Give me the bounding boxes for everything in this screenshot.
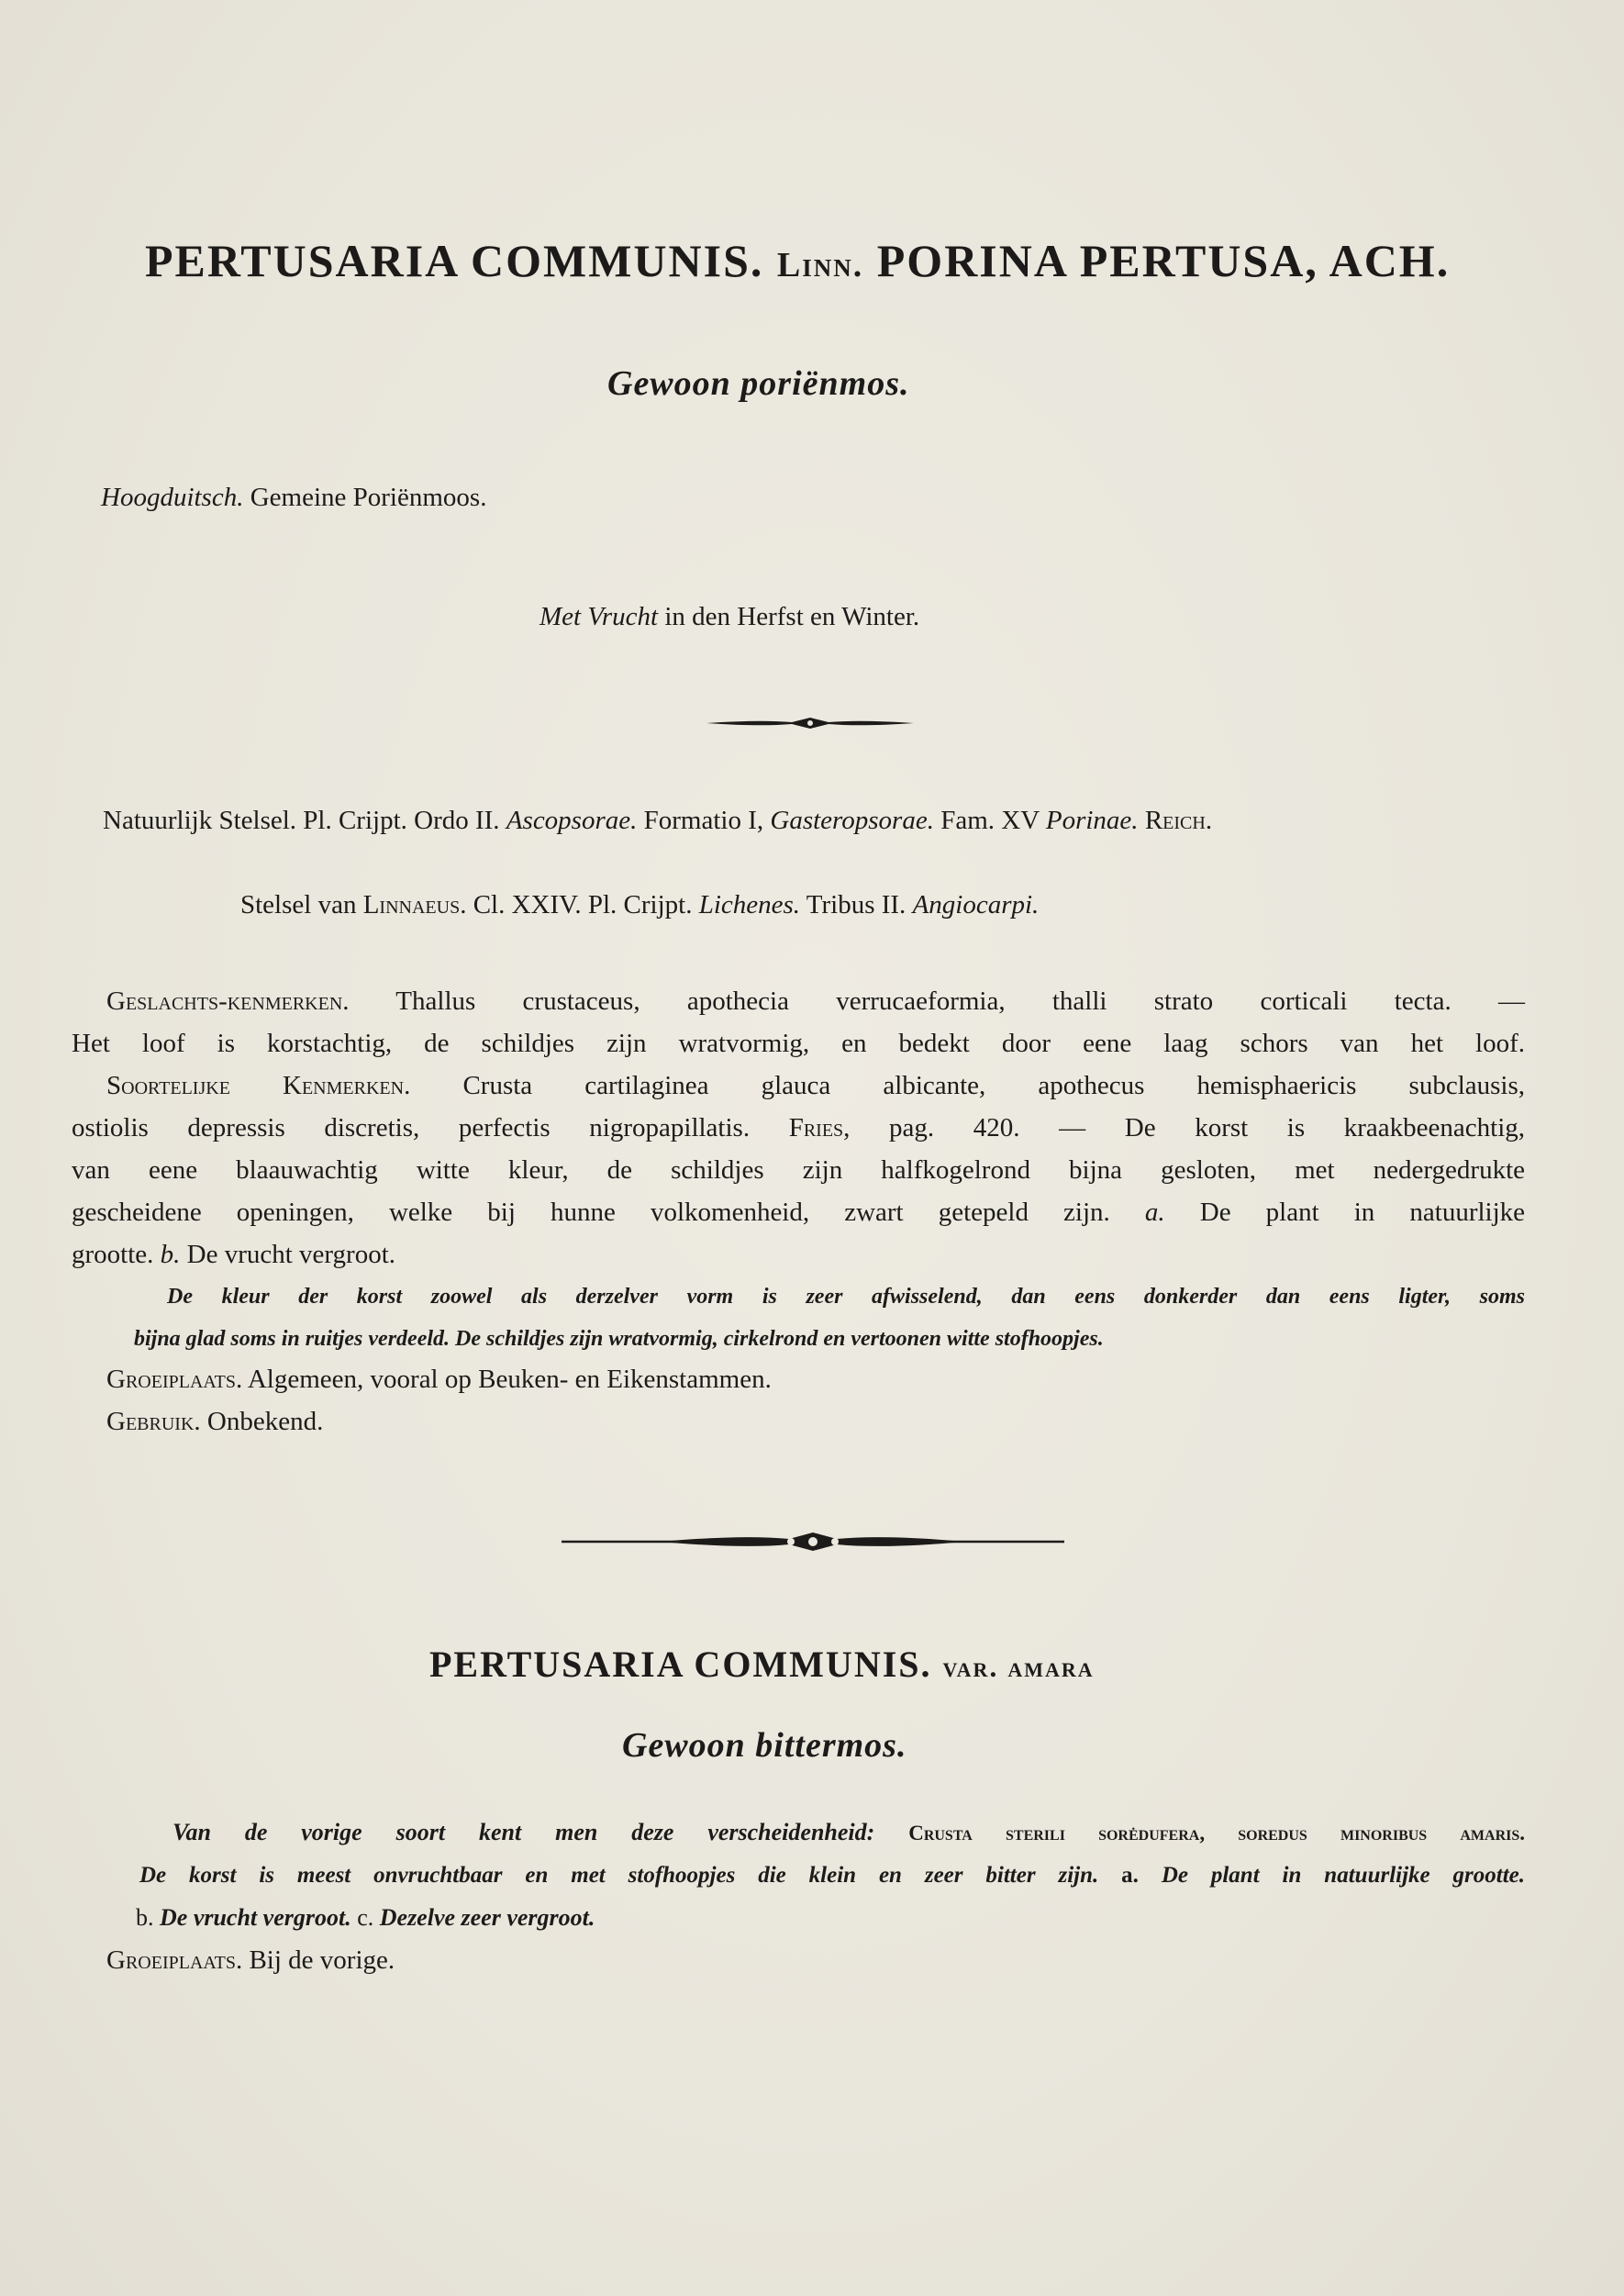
formatio: Formatio I, [643,806,764,835]
figure-ref-a: a. [1144,1198,1165,1227]
note-line-1: De kleur der korst zoowel als derzelver vorm is zeer afwisselend, dan eens donkerder dan eens ligter, soms [167,1285,1525,1309]
lichenes: Lichenes. [698,890,801,920]
habitat-use-block [106,1358,772,1443]
genus-label: Geslachts-kenmerken. [106,986,350,1016]
natural-system-line [103,806,1212,836]
fruit-label: Met Vrucht [539,602,659,631]
title-author: Linn. [776,246,864,284]
species-text-1: Crusta cartilaginea glauca albicante, apothecus hemisphaericis subclausis, [462,1071,1525,1100]
use-text: Onbekend. [206,1407,324,1436]
natural-system-text: Natuurlijk Stelsel. Pl. Crijpt. Ordo II. [103,806,500,835]
species-text-2c: pag. 420. — De korst is kraakbeenachtig, [889,1113,1526,1142]
section2-latin-diagnosis: Crusta sterili sorėdufera, soredus minoribus amaris. [908,1822,1525,1845]
gasteropsorae: Gasteropsorae. [770,806,934,835]
fries-author: Fries, [788,1113,851,1142]
section2-text-1a: Van de vorige soort kent men deze verscheidenheid: [172,1819,875,1845]
use-line [106,1400,772,1443]
small-ornament-divider [705,714,916,732]
section2-text-3d: Dezelve zeer vergroot. [379,1904,595,1931]
german-label: Hoogduitsch. [101,483,244,512]
class-text: Cl. XXIV. Pl. Crijpt. [473,890,693,920]
section2-subtitle: Gewoon bittermos. [622,1726,907,1765]
species-line-5 [72,1233,1525,1276]
note-block [130,1276,1525,1360]
genus-text-1: Thallus crustaceus, apothecia verrucaeformia, thalli strato corticali tecta. — [395,986,1526,1016]
title-synonym: PORINA PERTUSA, ACH. [876,235,1451,286]
common-name-subtitle: Gewoon poriënmos. [607,364,910,403]
section2-habitat-label: Groeiplaats. [106,1945,243,1975]
large-ornament-divider [560,1531,1066,1553]
use-label: Gebruik. [106,1407,201,1436]
section2-title-variety: var. amara [942,1650,1095,1683]
linnaeus-name: Linnaeus. [362,890,467,920]
section2-habitat-text: Bij de vorige. [249,1945,395,1975]
species-line-3: van eene blaauwachtig witte kleur, de schildjes zijn halfkogelrond bijna gesloten, met nedergedrukte [72,1155,1525,1185]
species-text-5c: De vrucht vergroot. [186,1240,396,1269]
german-name-line [101,483,486,513]
ascopsorae: Ascopsorae. [506,806,638,835]
fruit-season-line [539,602,919,632]
species-line-1 [72,1064,1525,1107]
section2-ref-b: b. [136,1904,154,1931]
habitat-text: Algemeen, vooral op Beuken- en Eikenstammen. [247,1365,772,1394]
linnaeus-system-text: Stelsel van [240,890,357,920]
figure-ref-b: b. [160,1240,181,1269]
tribus: Tribus II. [806,890,907,920]
species-text-5a: grootte. [72,1240,154,1269]
title-genus-species: PERTUSARIA COMMUNIS. [145,235,764,286]
section2-habitat-line [106,1939,1525,1981]
habitat-line [106,1358,772,1400]
section2-text-2c: De plant in natuurlijke grootte. [1161,1863,1525,1888]
section2-text-2a: De korst is meest onvruchtbaar en met stofhoopjes die klein en zeer bitter zijn. [139,1863,1099,1888]
species-line-2 [72,1107,1525,1149]
species-line-4 [72,1191,1525,1233]
section2-text-3b: De vrucht vergroot. [160,1904,351,1931]
note-line-2: bijna glad soms in ruitjes verdeeld. De schildjes zijn wratvormig, cirkelrond en vertoonen witte stofhoopjes. [134,1327,1104,1351]
angiocarpi: Angiocarpi. [912,890,1040,920]
section2-line-2 [106,1855,1525,1897]
section2-line-1 [106,1811,1525,1855]
habitat-label: Groeiplaats. [106,1365,243,1394]
species-label: Soortelijke Kenmerken. [106,1071,411,1100]
linnaeus-system-line [240,890,1039,920]
species-text-2a: ostiolis depressis discretis, perfectis nigropapillatis. [72,1113,751,1142]
section2-text-block [106,1811,1525,1981]
page-title [145,234,1450,287]
section2-ref-c: c. [357,1904,374,1931]
german-name: Gemeine Poriënmoos. [250,483,487,512]
porinae: Porinae. [1045,806,1139,835]
description-block [72,980,1525,1276]
section2-title-species: PERTUSARIA COMMUNIS. [429,1644,932,1685]
species-text-4c: De plant in natuurlijke [1199,1198,1526,1227]
section2-line-3 [106,1897,1525,1939]
section2-title [429,1643,1095,1686]
fruit-text: in den Herfst en Winter. [664,602,920,631]
family: Fam. XV [940,806,1040,835]
genus-line-2: Het loof is korstachtig, de schildjes zijn wratvormig, en bedekt door eene laag schors van het loof. [72,1029,1525,1058]
section2-ref-a: a. [1121,1863,1139,1888]
reich-author: Reich. [1144,806,1213,835]
species-text-4a: gescheidene openingen, welke bij hunne volkomenheid, zwart getepeld zijn. [72,1198,1110,1227]
genus-line-1 [72,980,1525,1022]
